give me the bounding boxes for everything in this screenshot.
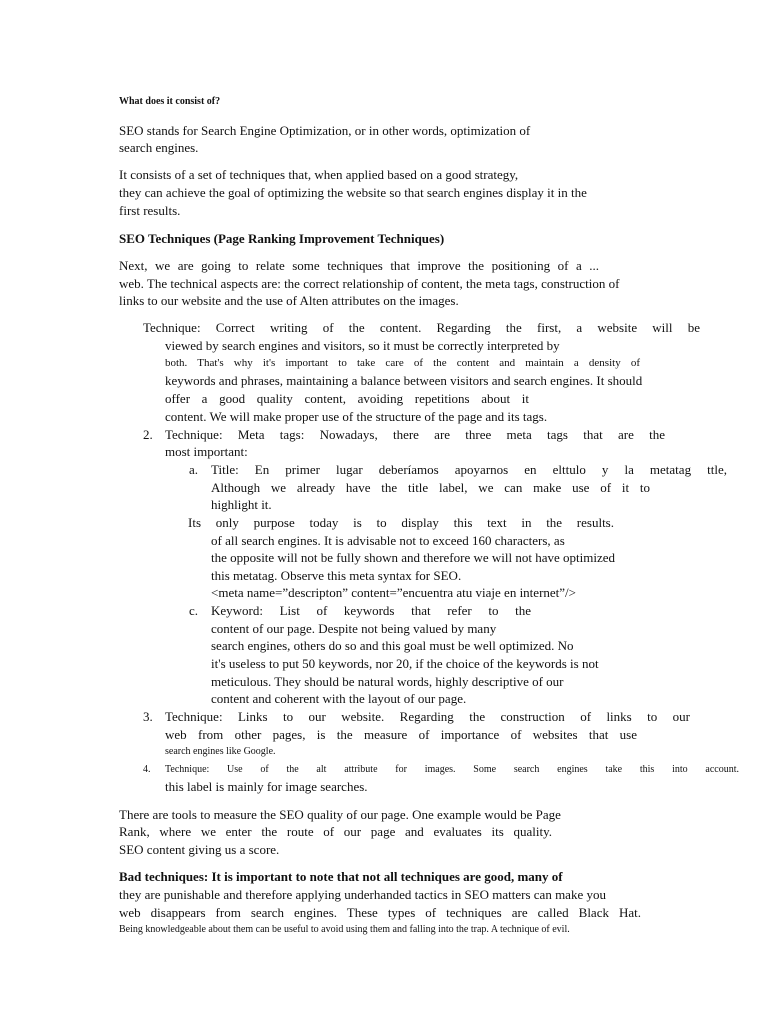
item4-line-2: this label is mainly for image searches.	[165, 779, 368, 794]
consists-line-3: first results.	[119, 203, 181, 218]
item4-number: 4.	[143, 764, 151, 775]
next-para-line-3: links to our website and the use of Alten attributes on the images.	[119, 293, 459, 308]
item1-line-3: both. That's why it's important to take care of the content and maintain a density of	[165, 357, 640, 369]
item1-line-6: content. We will make proper use of the structure of the page and its tags.	[165, 409, 548, 424]
sub-a-line-2: Although we already have the title label, we can make use of it to	[211, 480, 650, 495]
intro-line-2: search engines.	[119, 140, 199, 155]
heading-what-does-it-consist: What does it consist of?	[119, 96, 221, 107]
item1-line-2: viewed by search engines and visitors, so it must be correctly interpreted by	[165, 338, 560, 353]
item2-line-2: most important:	[165, 444, 248, 459]
item3-line-2: web from other pages, is the measure of importance of websites that use	[165, 727, 637, 742]
tools-line-3: SEO content giving us a score.	[119, 842, 280, 857]
bad-techniques-line-2: they are punishable and therefore applying underhanded tactics in SEO matters can make you	[119, 887, 606, 902]
tools-line-1: There are tools to measure the SEO quality of our page. One example would be Page	[119, 807, 561, 822]
next-para-line-1: Next, we are going to relate some techniques that improve the positioning of a ...	[119, 258, 599, 273]
sub-c-line-2: content of our page. Despite not being valued by many	[211, 621, 497, 636]
item1-line-4: keywords and phrases, maintaining a balance between visitors and search engines. It should	[165, 373, 643, 388]
sub-b-line-4: this metatag. Observe this meta syntax for SEO.	[211, 568, 462, 583]
item2-number: 2.	[143, 427, 153, 442]
techniques-heading: SEO Techniques (Page Ranking Improvement Techniques)	[119, 231, 445, 246]
sub-c-line-6: content and coherent with the layout of our page.	[211, 691, 467, 706]
sub-a-label: a.	[189, 462, 199, 477]
sub-b-line-2: of all search engines. It is advisable not to exceed 160 characters, as	[211, 533, 565, 548]
sub-c-line-5: meticulous. They should be natural words, highly descriptive of our	[211, 674, 564, 689]
consists-line-1: It consists of a set of techniques that, when applied based on a good strategy,	[119, 167, 519, 182]
intro-line-1: SEO stands for Search Engine Optimization, or in other words, optimization of	[119, 123, 531, 138]
item1-line-1: Technique: Correct writing of the content. Regarding the first, a website will be	[143, 320, 700, 335]
sub-c-line-3: search engines, others do so and this goal must be well optimized. No	[211, 638, 574, 653]
sub-a-line-1: Title: En primer lugar deberíamos apoyarnos en elttulo y la metatag ttle,	[211, 462, 727, 477]
sub-c-line-1: Keyword: List of keywords that refer to the	[211, 603, 531, 618]
tools-line-2: Rank, where we enter the route of our page and evaluates its quality.	[119, 824, 552, 839]
item2-line-1: Technique: Meta tags: Nowadays, there are three meta tags that are the	[165, 427, 665, 442]
sub-c-label: c.	[189, 603, 199, 618]
item3-line-3: search engines like Google.	[165, 746, 276, 757]
sub-b-line-1: Its only purpose today is to display this text in the results.	[188, 515, 614, 530]
item4-line-1: Technique: Use of the alt attribute for images. Some search engines take this into account.	[165, 764, 739, 775]
sub-b-line-3: the opposite will not be fully shown and therefore we will not have optimized	[211, 550, 615, 565]
item3-number: 3.	[143, 709, 153, 724]
bad-techniques-line-1: Bad techniques: It is important to note that not all techniques are good, many of	[119, 869, 563, 884]
sub-b-meta-syntax: <meta name=”descripton” content=”encuentra atu viaje en internet”/>	[211, 585, 576, 600]
sub-c-line-4: it's useless to put 50 keywords, nor 20, if the choice of the keywords is not	[211, 656, 599, 671]
next-para-line-2: web. The technical aspects are: the correct relationship of content, the meta tags, construction of	[119, 276, 620, 291]
bad-techniques-line-3: web disappears from search engines. These types of techniques are called Black Hat.	[119, 905, 641, 920]
bad-techniques-line-4: Being knowledgeable about them can be useful to avoid using them and falling into the trap. A technique of evil.	[119, 924, 570, 935]
sub-a-line-3: highlight it.	[211, 497, 272, 512]
item1-line-5: offer a good quality content, avoiding repetitions about it	[165, 391, 529, 406]
item3-line-1: Technique: Links to our website. Regarding the construction of links to our	[165, 709, 690, 724]
consists-line-2: they can achieve the goal of optimizing the website so that search engines display it in the	[119, 185, 587, 200]
